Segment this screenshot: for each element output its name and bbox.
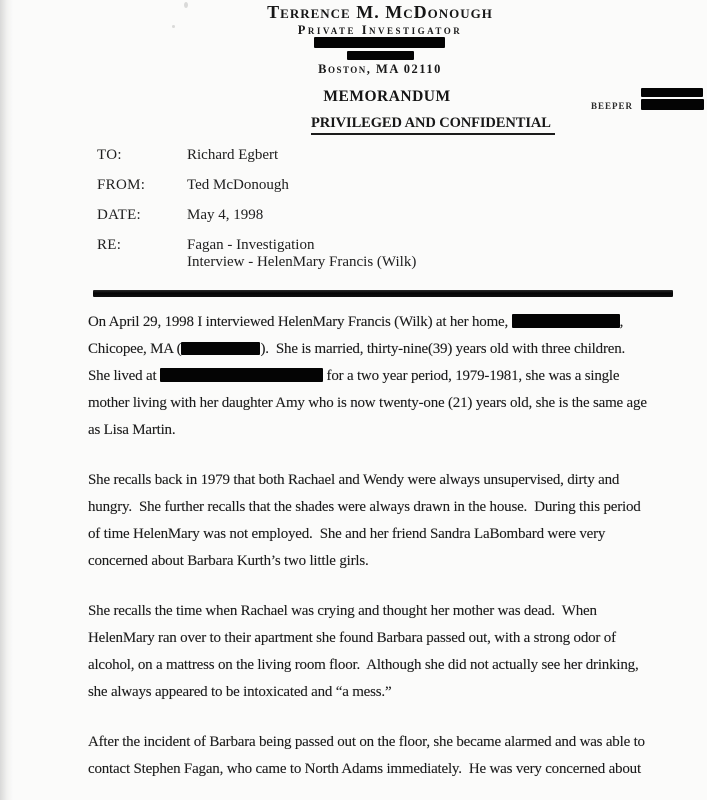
meta-row bbox=[97, 237, 416, 271]
body-text: She recalls the time when Rachael was crying and thought her mother was dead. When bbox=[88, 603, 597, 619]
section-divider bbox=[93, 290, 673, 297]
body-paragraph bbox=[88, 598, 703, 706]
sender-title: Private Investigator bbox=[297, 23, 463, 37]
body-text: ). She is married, thirty-nine(39) years old with three children. bbox=[260, 341, 626, 357]
body-line bbox=[88, 467, 703, 494]
scan-speck bbox=[184, 2, 188, 8]
memo-body bbox=[88, 309, 703, 800]
body-text: After the incident of Barbara being passed out on the floor, she became alarmed and was able to bbox=[88, 734, 645, 750]
body-paragraph bbox=[88, 309, 703, 444]
city-line: Boston, MA 02110 bbox=[318, 62, 442, 76]
body-line bbox=[88, 417, 703, 444]
body-text: On April 29, 1998 I interviewed HelenMary Francis (Wilk) at her home, bbox=[88, 314, 512, 330]
body-text: contact Stephen Fagan, who came to North Adams immediately. He was very concerned about bbox=[88, 761, 641, 777]
scan-edge-artifact bbox=[0, 0, 13, 800]
body-text: of time HelenMary was not employed. She and her friend Sandra LaBombard were very bbox=[88, 526, 606, 542]
body-line bbox=[88, 548, 703, 575]
scan-speck bbox=[172, 25, 175, 28]
meta-block bbox=[97, 147, 416, 284]
body-line bbox=[88, 521, 703, 548]
meta-value-line: May 4, 1998 bbox=[187, 207, 264, 223]
meta-label: FROM: bbox=[97, 177, 146, 193]
meta-label: DATE: bbox=[97, 207, 141, 223]
body-text: as Lisa Martin. bbox=[88, 422, 176, 438]
body-text: HelenMary ran over to their apartment she found Barbara passed out, with a strong odor of bbox=[88, 630, 616, 646]
meta-value bbox=[187, 147, 278, 164]
inline-redaction-bar bbox=[512, 314, 620, 328]
body-text: Chicopee, MA ( bbox=[88, 341, 182, 357]
meta-row bbox=[97, 177, 416, 194]
body-text: mother living with her daughter Amy who is now twenty-one (21) years old, she is the same age bbox=[88, 395, 647, 411]
meta-row bbox=[97, 207, 416, 224]
meta-value-line: Ted McDonough bbox=[187, 177, 289, 193]
meta-value-line: Richard Egbert bbox=[187, 147, 279, 163]
body-text: she always appeared to be intoxicated and “a mess.” bbox=[88, 684, 392, 700]
meta-label: TO: bbox=[97, 147, 122, 163]
body-line bbox=[88, 729, 703, 756]
body-line bbox=[88, 309, 703, 336]
body-line bbox=[88, 598, 703, 625]
memo-title: MEMORANDUM bbox=[323, 88, 451, 105]
body-line bbox=[88, 756, 703, 783]
body-text: concerned about Barbara Kurth’s two little girls. bbox=[88, 553, 369, 569]
body-line bbox=[88, 336, 703, 363]
redaction-bar-beeper-number bbox=[641, 99, 704, 110]
meta-value-line: Interview - HelenMary Francis (Wilk) bbox=[187, 254, 417, 270]
meta-value bbox=[187, 237, 416, 271]
body-paragraph bbox=[88, 467, 703, 575]
body-line bbox=[88, 652, 703, 679]
body-line bbox=[88, 625, 703, 652]
body-text: for a two year period, 1979-1981, she was a single bbox=[322, 368, 620, 384]
sender-name: Terrence M. McDonough bbox=[267, 2, 493, 22]
meta-row bbox=[97, 147, 416, 164]
body-text: , bbox=[619, 314, 624, 330]
body-line bbox=[88, 390, 703, 417]
meta-value bbox=[187, 177, 289, 194]
meta-value-line: Fagan - Investigation bbox=[187, 237, 315, 253]
body-text: hungry. She further recalls that the shades were always drawn in the house. During this period bbox=[88, 499, 641, 515]
body-line bbox=[88, 679, 703, 706]
body-line bbox=[88, 494, 703, 521]
redaction-bar-address bbox=[314, 37, 445, 48]
meta-label: RE: bbox=[97, 237, 122, 253]
meta-value bbox=[187, 207, 263, 224]
body-text: alcohol, on a mattress on the living room floor. Although she did not actually see her drinking, bbox=[88, 657, 639, 673]
body-paragraph bbox=[88, 729, 703, 783]
body-line bbox=[88, 363, 703, 390]
redaction-bar-phone bbox=[347, 51, 414, 60]
confidential-heading: PRIVILEGED AND CONFIDENTIAL bbox=[311, 115, 555, 135]
beeper-label: BEEPER bbox=[591, 101, 634, 111]
body-text: She lived at bbox=[88, 368, 160, 384]
redaction-bar-beeper-top bbox=[641, 88, 703, 97]
body-text: She recalls back in 1979 that both Rachael and Wendy were always unsupervised, dirty and bbox=[88, 472, 620, 488]
inline-redaction-bar bbox=[181, 342, 260, 355]
inline-redaction-bar bbox=[160, 368, 323, 382]
